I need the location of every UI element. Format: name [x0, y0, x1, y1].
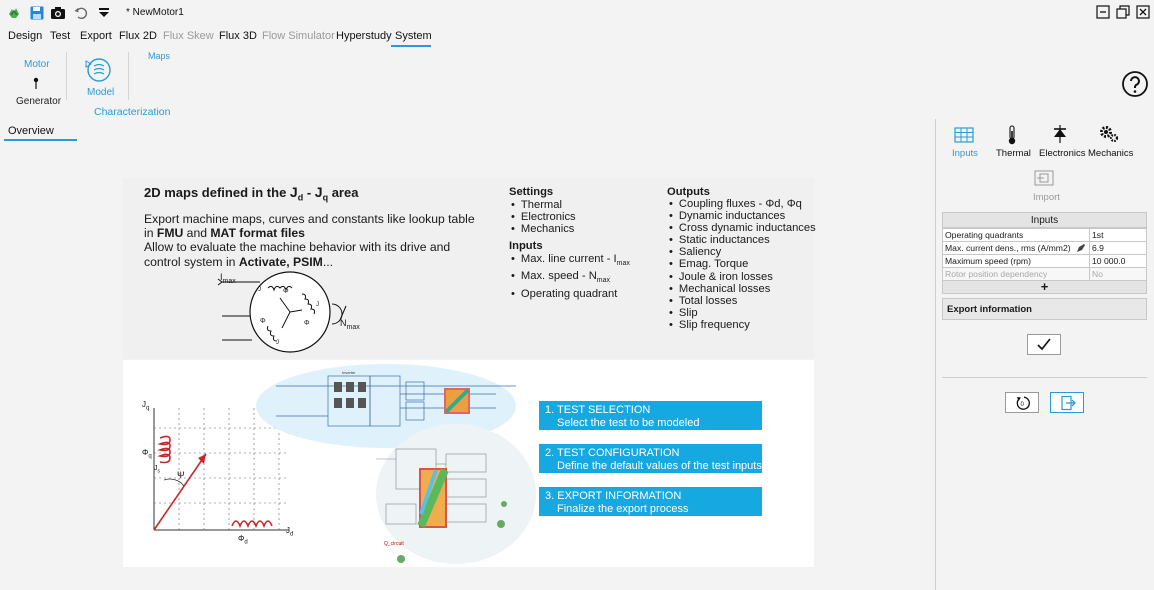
- characterization-group-label: Characterization: [94, 106, 171, 118]
- quick-access-menu-icon[interactable]: [96, 5, 112, 21]
- validate-button[interactable]: [1027, 334, 1061, 355]
- overview-title: 2D maps defined in the $J_d - J_q$ area: [144, 184, 359, 203]
- tab-flow-simulator[interactable]: Flow Simulator: [262, 30, 335, 42]
- list-item: • Coupling fluxes - Φd, Φq: [669, 198, 816, 210]
- tab-hyperstudy[interactable]: Hyperstudy: [336, 30, 392, 42]
- export-button[interactable]: [1050, 392, 1084, 413]
- step-subtitle: Define the default values of the test inputs: [557, 460, 762, 472]
- step-test-configuration: [539, 444, 762, 473]
- phi-a-label: Φ: [283, 288, 289, 295]
- operating-quadrants-value[interactable]: 1st: [1090, 229, 1147, 242]
- settings-heading: Settings: [509, 186, 554, 198]
- thermometer-icon[interactable]: [1006, 125, 1018, 145]
- list-item: • Max. line current - $I_{max}$: [511, 253, 630, 270]
- document-title: * NewMotor1: [126, 7, 184, 18]
- nmax-label: $N_{max}$: [340, 318, 360, 331]
- step-title: 3. EXPORT INFORMATION: [545, 490, 682, 502]
- ribbon-separator: [66, 52, 67, 100]
- row-label: Rotor position dependency: [943, 268, 1090, 281]
- list-item: • Slip frequency: [669, 319, 816, 331]
- help-icon[interactable]: [1121, 70, 1149, 98]
- restore-icon[interactable]: [1116, 5, 1130, 19]
- list-item: • Saliency: [669, 246, 816, 258]
- inputs-list: [511, 253, 630, 300]
- row-label: Max. current dens., rms (A/mm2): [943, 242, 1090, 255]
- tab-flux-skew[interactable]: Flux Skew: [163, 30, 214, 42]
- tab-system[interactable]: System: [395, 30, 432, 42]
- model-button[interactable]: Model: [87, 87, 115, 98]
- row-label: Operating quadrants: [943, 229, 1090, 242]
- jb-label: J: [316, 302, 319, 308]
- inverter-label: Inverter: [342, 370, 356, 375]
- max-current-density-value[interactable]: 6.9: [1090, 242, 1147, 255]
- gears-icon[interactable]: [1099, 125, 1119, 143]
- list-item: • Mechanical losses: [669, 283, 816, 295]
- title-bar: [0, 0, 1154, 26]
- list-item: • Emag. Torque: [669, 258, 816, 270]
- check-icon: [1036, 337, 1052, 352]
- motor-generator-switch-icon[interactable]: [31, 76, 41, 90]
- step-subtitle: Finalize the export process: [557, 503, 689, 515]
- inputs-table: [942, 228, 1147, 281]
- overview-tab-indicator: [4, 139, 77, 141]
- tab-flux-3d[interactable]: Flux 3D: [219, 30, 257, 42]
- list-item: • Cross dynamic inductances: [669, 222, 816, 234]
- tab-test[interactable]: Test: [50, 30, 71, 42]
- jc-label: J: [276, 340, 279, 346]
- list-item: • Operating quadrant: [511, 288, 630, 300]
- js-label: $J_s$: [154, 465, 160, 475]
- phi-b-label: Φ: [260, 318, 266, 325]
- maximum-speed-value[interactable]: 10 000.0: [1090, 255, 1147, 268]
- outputs-heading: Outputs: [667, 186, 710, 198]
- jq-axis-label: $J_q$: [142, 400, 150, 412]
- diode-icon[interactable]: [1052, 125, 1068, 143]
- row-label: Maximum speed (rpm): [943, 255, 1090, 268]
- step-export-information: [539, 487, 762, 516]
- list-item: • Electronics: [511, 211, 576, 223]
- edit-formula-icon[interactable]: [1076, 243, 1086, 253]
- tab-mechanics[interactable]: Mechanics: [1088, 148, 1134, 159]
- svg-text:0: 0: [1020, 402, 1024, 408]
- q-circuit-label: Q_circuit: [384, 541, 404, 547]
- table-row: [943, 229, 1147, 242]
- tab-electronics[interactable]: Electronics: [1039, 148, 1086, 159]
- add-input-button[interactable]: +: [942, 280, 1147, 294]
- reset-button[interactable]: [1005, 392, 1039, 413]
- undo-icon[interactable]: [73, 5, 89, 21]
- tab-export[interactable]: Export: [80, 30, 112, 42]
- rotor-position-dependency-value: No: [1090, 268, 1147, 281]
- phi-c-label: Φ: [304, 320, 310, 327]
- maps-group-label: Maps: [148, 51, 171, 61]
- settings-list: [511, 199, 576, 235]
- generator-toggle[interactable]: Generator: [16, 96, 62, 107]
- tab-thermal[interactable]: Thermal: [996, 148, 1031, 159]
- list-item: • Mechanics: [511, 223, 576, 235]
- system-schematic-image: [256, 364, 536, 564]
- ja-label: J: [258, 287, 261, 293]
- panel-separator: [942, 377, 1147, 378]
- active-tab-indicator: [391, 45, 431, 47]
- table-icon[interactable]: [954, 127, 974, 143]
- menu-bar: [0, 27, 1154, 47]
- close-icon[interactable]: [1136, 5, 1150, 19]
- import-icon[interactable]: [1034, 170, 1054, 186]
- step-subtitle: Select the test to be modeled: [557, 417, 700, 429]
- table-row: [943, 255, 1147, 268]
- list-item: • Slip: [669, 307, 816, 319]
- list-item: • Dynamic inductances: [669, 210, 816, 222]
- outputs-list: [669, 198, 816, 331]
- app-logo-icon: [6, 5, 22, 21]
- reset-icon: [1015, 395, 1031, 411]
- inputs-heading: Inputs: [509, 240, 543, 252]
- export-icon: [1060, 395, 1076, 411]
- ribbon-separator: [128, 52, 129, 100]
- phiq-label: $\Phi_q$: [142, 448, 152, 460]
- minimize-icon[interactable]: [1096, 5, 1110, 19]
- list-item: • Joule & iron losses: [669, 271, 816, 283]
- model-icon[interactable]: [84, 55, 114, 85]
- export-information-section[interactable]: Export information: [942, 298, 1147, 320]
- list-item: • Thermal: [511, 199, 576, 211]
- step-title: 1. TEST SELECTION: [545, 404, 651, 416]
- overview-description: Export machine maps, curves and constants like lookup table in FMU and MAT format files Allow to evaluate the machine behavior with its drive and control system in Activate, PSIM...: [144, 212, 475, 269]
- psi-label: Ψ: [177, 470, 185, 480]
- jd-axis-label: $J_d$: [286, 526, 294, 538]
- imax-label: $I_{max}$: [220, 272, 236, 285]
- step-title: 2. TEST CONFIGURATION: [545, 447, 680, 459]
- inputs-table-title: Inputs: [942, 212, 1147, 228]
- list-item: • Total losses: [669, 295, 816, 307]
- camera-icon[interactable]: [50, 5, 66, 21]
- step-test-selection: [539, 401, 762, 430]
- phid-label: $\Phi_d$: [238, 534, 248, 546]
- list-item: • Max. speed - $N_{max}$: [511, 270, 630, 287]
- tab-inputs[interactable]: Inputs: [952, 148, 978, 159]
- tab-design[interactable]: Design: [8, 30, 43, 42]
- table-row: [943, 242, 1147, 255]
- tab-overview[interactable]: Overview: [8, 125, 54, 137]
- list-item: • Static inductances: [669, 234, 816, 246]
- tab-flux-2d[interactable]: Flux 2D: [119, 30, 157, 42]
- motor-toggle[interactable]: Motor: [24, 59, 50, 70]
- save-icon[interactable]: [29, 5, 45, 21]
- import-button[interactable]: Import: [1033, 192, 1060, 203]
